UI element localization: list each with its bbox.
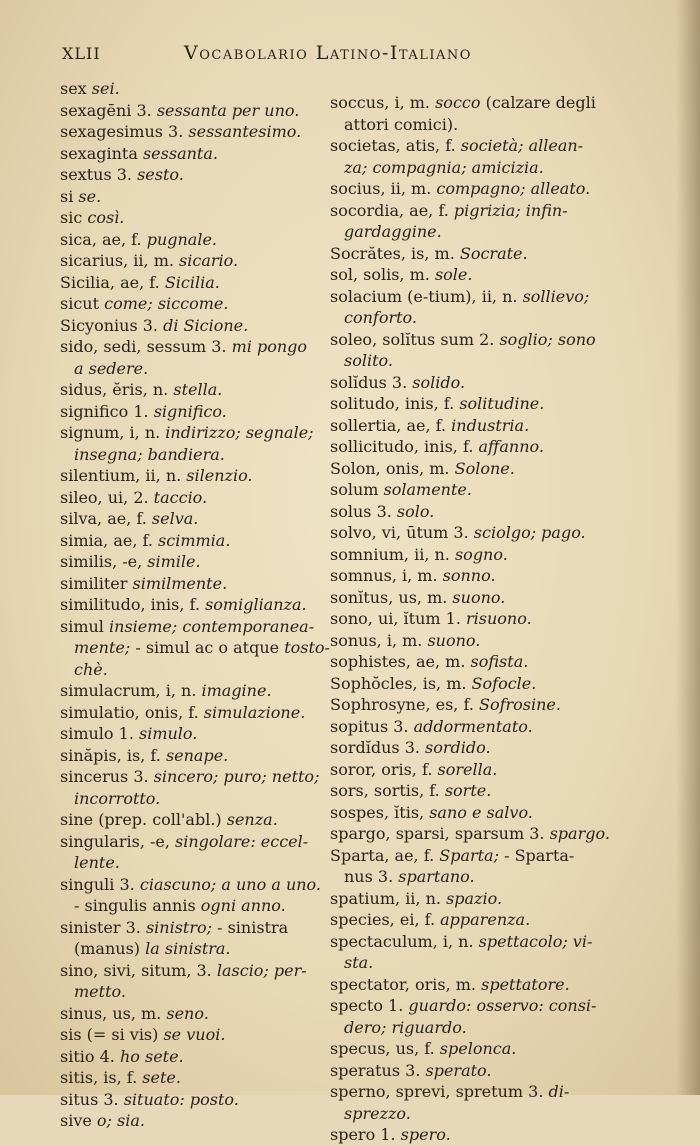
entry-translation: simulazione. bbox=[203, 702, 306, 722]
entry-headword: Sophrosyne, es, f. bbox=[330, 695, 479, 714]
entry-translation: apparenza. bbox=[440, 910, 531, 929]
entry-headword: - singulis annis bbox=[74, 896, 201, 915]
entry-translation: sole. bbox=[434, 265, 473, 284]
entry-headword: sors, sortis, f. bbox=[330, 781, 445, 800]
entry-headword: soleo, solĭtus sum 2. bbox=[330, 329, 500, 349]
entry-headword: socordia, ae, f. bbox=[330, 200, 454, 220]
entry-translation: sessanta. bbox=[142, 143, 218, 163]
entry-translation: significo. bbox=[153, 401, 227, 421]
entry-translation: conforto. bbox=[344, 308, 417, 327]
dictionary-entry bbox=[60, 680, 322, 702]
dictionary-entry bbox=[60, 229, 322, 251]
entry-headword: sol, solis, m. bbox=[330, 265, 435, 284]
dictionary-entry-continuation bbox=[330, 157, 626, 179]
entry-headword: simulo 1. bbox=[60, 724, 139, 743]
dictionary-entry bbox=[330, 329, 626, 351]
entry-headword: speratus 3. bbox=[330, 1060, 426, 1080]
entry-headword: soror, oris, f. bbox=[330, 759, 438, 779]
entry-translation: situato: posto. bbox=[123, 1089, 239, 1109]
entry-translation: sicario. bbox=[179, 251, 239, 270]
entry-translation: senza. bbox=[226, 810, 278, 829]
entry-headword: somnus, i, m. bbox=[330, 566, 443, 585]
entry-translation: così. bbox=[87, 208, 125, 227]
dictionary-entry bbox=[330, 264, 626, 286]
dictionary-entry-continuation bbox=[60, 981, 322, 1003]
dictionary-entry bbox=[330, 436, 626, 458]
entry-translation: sessanta per uno. bbox=[156, 100, 300, 120]
entry-translation: scimmia. bbox=[158, 530, 231, 550]
dictionary-entry bbox=[330, 673, 626, 695]
dictionary-entry bbox=[60, 422, 322, 444]
entry-translation: sincero; puro; netto; bbox=[153, 767, 320, 786]
entry-translation: se vuoi. bbox=[163, 1025, 226, 1044]
entry-headword: sordĭdus 3. bbox=[330, 738, 426, 757]
entry-headword: species, ei, f. bbox=[330, 910, 441, 929]
entry-headword: sollertia, ae, f. bbox=[330, 415, 452, 435]
dictionary-entry bbox=[330, 479, 626, 501]
entry-headword: solum bbox=[330, 480, 384, 499]
dictionary-entry bbox=[60, 809, 322, 831]
entry-translation: risuono. bbox=[466, 609, 532, 628]
entry-headword: sex bbox=[60, 79, 92, 98]
entry-translation: Sicilia. bbox=[164, 272, 220, 292]
dictionary-entry bbox=[330, 823, 626, 845]
dictionary-entry bbox=[60, 1046, 322, 1068]
dictionary-entry bbox=[60, 702, 322, 724]
entry-headword: sinăpis, is, f. bbox=[60, 745, 166, 765]
page-header bbox=[62, 40, 660, 70]
entry-headword: si bbox=[60, 186, 79, 206]
entry-headword: sinus, us, m. bbox=[60, 1003, 167, 1023]
dictionary-entry bbox=[330, 1060, 626, 1082]
entry-headword: Sophŏcles, is, m. bbox=[330, 673, 472, 693]
entry-translation: suono. bbox=[452, 587, 506, 607]
entry-headword: sexagesimus 3. bbox=[60, 122, 189, 141]
dictionary-entry bbox=[60, 551, 322, 573]
entry-headword: sino, sivi, situm, 3. bbox=[60, 960, 217, 980]
entry-headword: (calzare degli bbox=[480, 93, 596, 112]
entry-headword: sexagēni 3. bbox=[60, 100, 157, 120]
dictionary-entry-continuation bbox=[330, 1103, 626, 1125]
entry-translation: simulo. bbox=[139, 724, 198, 743]
entry-translation: Sofrosine. bbox=[479, 695, 561, 714]
entry-headword: sitis, is, f. bbox=[60, 1068, 143, 1087]
entry-headword: sidus, ĕris, n. bbox=[60, 380, 174, 399]
dictionary-entry bbox=[330, 92, 626, 114]
entry-translation: stella. bbox=[173, 380, 223, 399]
entry-translation: simile. bbox=[147, 552, 201, 571]
entry-headword: spatium, ii, n. bbox=[330, 888, 447, 908]
entry-headword: solvo, vi, ūtum 3. bbox=[330, 523, 474, 542]
entry-translation: sano e salvo. bbox=[429, 802, 533, 822]
entry-headword: Sicilia, ae, f. bbox=[60, 272, 165, 292]
entry-translation: senape. bbox=[165, 745, 229, 765]
page-number: XLII bbox=[62, 44, 101, 63]
entry-translation: di Sicione. bbox=[163, 315, 249, 335]
dictionary-entry bbox=[330, 372, 626, 394]
dictionary-entry bbox=[60, 164, 322, 186]
entry-headword: spectaculum, i, n. bbox=[330, 931, 479, 951]
dictionary-entry bbox=[60, 508, 322, 530]
dictionary-entry bbox=[60, 1089, 322, 1111]
dictionary-entry bbox=[60, 143, 322, 165]
dictionary-entry bbox=[330, 458, 626, 480]
dictionary-entry bbox=[60, 594, 322, 616]
dictionary-entry-continuation bbox=[60, 358, 322, 380]
dictionary-entry bbox=[60, 745, 322, 767]
entry-headword: sopitus 3. bbox=[330, 716, 414, 736]
entry-headword: simia, ae, f. bbox=[60, 530, 159, 550]
dictionary-entry bbox=[330, 178, 626, 200]
dictionary-entry-continuation bbox=[330, 350, 626, 372]
entry-headword: similitudo, inis, f. bbox=[60, 595, 206, 614]
entry-translation: za; compagnia; amicizia. bbox=[344, 157, 544, 177]
entry-headword: simul bbox=[60, 616, 110, 636]
entry-headword: spargo, sparsi, sparsum 3. bbox=[330, 824, 550, 843]
entry-translation: mente; bbox=[74, 638, 136, 657]
entry-translation: o; sia. bbox=[96, 1111, 145, 1130]
entry-headword: significo 1. bbox=[60, 401, 154, 421]
dictionary-entry bbox=[330, 393, 626, 415]
entry-translation: sprezzo. bbox=[344, 1103, 411, 1123]
entry-headword: sexaginta bbox=[60, 143, 143, 163]
entry-headword: sis (= si vis) bbox=[60, 1025, 164, 1044]
entry-translation: addormentato. bbox=[413, 716, 533, 736]
entry-translation: sonno. bbox=[442, 566, 496, 585]
page-edge-shadow bbox=[676, 0, 700, 1095]
left-column bbox=[60, 78, 330, 1132]
entry-translation: sollievo; bbox=[522, 286, 590, 306]
entry-translation: singolare: eccel- bbox=[175, 831, 309, 851]
entry-translation: spargo. bbox=[549, 824, 610, 843]
entry-headword: sive bbox=[60, 1111, 97, 1130]
entry-headword: silva, ae, f. bbox=[60, 509, 152, 528]
dictionary-entry bbox=[330, 630, 626, 652]
dictionary-entry bbox=[330, 737, 626, 759]
entry-translation: spazio. bbox=[446, 888, 503, 908]
entry-translation: soglio; sono bbox=[499, 329, 596, 349]
dictionary-entry bbox=[330, 974, 626, 996]
entry-translation: Sparta; bbox=[439, 845, 499, 865]
dictionary-entry bbox=[330, 845, 626, 867]
dictionary-entry bbox=[60, 1003, 322, 1025]
entry-translation: insieme; contemporanea- bbox=[109, 616, 315, 636]
entry-headword: simulatio, onis, f. bbox=[60, 702, 204, 722]
entry-headword: signum, i, n. bbox=[60, 423, 166, 442]
entry-headword: singularis, -e, bbox=[60, 831, 176, 851]
entry-translation: affanno. bbox=[478, 437, 544, 456]
dictionary-entry-continuation bbox=[330, 307, 626, 329]
entry-headword: solus 3. bbox=[330, 501, 397, 521]
entry-translation: indirizzo; segnale; bbox=[165, 423, 314, 442]
entry-headword: sica, ae, f. bbox=[60, 229, 147, 249]
entry-translation: ogni anno. bbox=[200, 896, 286, 915]
entry-headword: sido, sedi, sessum 3. bbox=[60, 337, 232, 356]
entry-translation: sorte. bbox=[444, 781, 492, 800]
entry-translation: sei. bbox=[91, 79, 120, 98]
dictionary-entry-continuation bbox=[60, 895, 322, 917]
dictionary-entry bbox=[330, 565, 626, 587]
dictionary-entry-continuation bbox=[60, 788, 322, 810]
entry-translation: taccio. bbox=[153, 487, 208, 507]
entry-translation: pigrizia; infin- bbox=[453, 200, 568, 220]
entry-headword: sicarius, ii, m. bbox=[60, 251, 180, 270]
entry-translation: solitudine. bbox=[459, 394, 545, 413]
entry-headword: singuli 3. bbox=[60, 874, 140, 894]
entry-headword: situs 3. bbox=[60, 1089, 124, 1109]
entry-translation: se. bbox=[78, 186, 102, 206]
entry-translation: a sedere. bbox=[74, 358, 149, 378]
entry-headword: sonus, i, m. bbox=[330, 630, 428, 650]
dictionary-entry bbox=[60, 379, 322, 401]
entry-translation: chè. bbox=[74, 659, 108, 679]
dictionary-entry bbox=[60, 186, 322, 208]
entry-translation: silenzio. bbox=[186, 466, 253, 485]
entry-translation: compagno; alleato. bbox=[436, 179, 591, 198]
dictionary-entry bbox=[330, 995, 626, 1017]
entry-translation: guardo: osservo: consi- bbox=[408, 996, 597, 1015]
dictionary-entry bbox=[60, 831, 322, 853]
dictionary-entry bbox=[330, 544, 626, 566]
entry-headword: sperno, sprevi, spretum 3. bbox=[330, 1082, 549, 1101]
entry-translation: imagine. bbox=[201, 681, 272, 700]
entry-headword: nus 3. bbox=[344, 867, 399, 886]
entry-translation: di- bbox=[548, 1082, 570, 1101]
entry-translation: solamente. bbox=[383, 480, 472, 499]
entry-translation: seno. bbox=[166, 1003, 209, 1023]
entry-translation: sordido. bbox=[425, 738, 491, 757]
entry-translation: metto. bbox=[74, 982, 126, 1001]
entry-translation: insegna; bandiera. bbox=[74, 444, 225, 464]
entry-headword: sileo, ui, 2. bbox=[60, 487, 154, 507]
entry-translation: sogno. bbox=[454, 544, 508, 564]
running-title: Vocabolario Latino-Italiano bbox=[184, 42, 472, 64]
dictionary-entry-continuation bbox=[60, 938, 322, 960]
entry-headword: simulacrum, i, n. bbox=[60, 681, 202, 700]
dictionary-entry bbox=[60, 465, 322, 487]
entry-translation: sciolgo; pago. bbox=[473, 523, 586, 542]
dictionary-entry bbox=[330, 1124, 626, 1146]
entry-headword: sitio 4. bbox=[60, 1046, 120, 1066]
dictionary-entry bbox=[60, 723, 322, 745]
entry-translation: spettatore. bbox=[481, 974, 570, 994]
entry-headword: sincerus 3. bbox=[60, 767, 154, 786]
entry-headword: soccus, i, m. bbox=[330, 93, 436, 112]
entry-headword: attori comici). bbox=[344, 114, 459, 134]
entry-headword: specto 1. bbox=[330, 996, 409, 1015]
dictionary-entry-continuation bbox=[330, 952, 626, 974]
dictionary-entry bbox=[330, 522, 626, 544]
dictionary-entry bbox=[60, 250, 322, 272]
dictionary-entry bbox=[330, 608, 626, 630]
dictionary-entry bbox=[60, 1110, 322, 1132]
dictionary-entry bbox=[60, 530, 322, 552]
entry-translation: industria. bbox=[451, 415, 530, 435]
dictionary-entry bbox=[330, 286, 626, 308]
entry-headword: sinister 3. bbox=[60, 917, 146, 937]
dictionary-entry bbox=[330, 716, 626, 738]
dictionary-entry bbox=[330, 587, 626, 609]
entry-translation: sete. bbox=[142, 1068, 181, 1087]
entry-headword: societas, atis, f. bbox=[330, 136, 461, 155]
dictionary-entry bbox=[330, 501, 626, 523]
dictionary-entry bbox=[60, 874, 322, 896]
entry-headword: solacium (e-tium), ii, n. bbox=[330, 286, 523, 306]
dictionary-entry bbox=[60, 766, 322, 788]
entry-headword: Solon, onis, m. bbox=[330, 458, 455, 478]
entry-translation: come; siccome. bbox=[104, 294, 229, 313]
entry-translation: tosto- bbox=[284, 638, 330, 657]
dictionary-entry bbox=[60, 121, 322, 143]
dictionary-entry bbox=[330, 135, 626, 157]
entry-headword: Sicyonius 3. bbox=[60, 315, 164, 335]
dictionary-entry bbox=[60, 272, 322, 294]
entry-headword: similiter bbox=[60, 573, 133, 593]
entry-translation: lente. bbox=[74, 853, 120, 872]
dictionary-entry bbox=[60, 336, 322, 358]
dictionary-entry bbox=[330, 931, 626, 953]
entry-headword: solitudo, inis, f. bbox=[330, 394, 460, 413]
entry-headword: sextus 3. bbox=[60, 165, 138, 184]
dictionary-entry-continuation bbox=[330, 114, 626, 136]
dictionary-entry bbox=[60, 960, 322, 982]
dictionary-entry bbox=[330, 415, 626, 437]
entry-translation: Socrate. bbox=[459, 243, 528, 263]
dictionary-entry-continuation bbox=[330, 1017, 626, 1039]
dictionary-entry bbox=[60, 78, 322, 100]
dictionary-entry bbox=[60, 917, 322, 939]
dictionary-entry bbox=[60, 1024, 322, 1046]
entry-translation: lascio; per- bbox=[216, 960, 307, 980]
entry-translation: la sinistra. bbox=[145, 939, 231, 958]
dictionary-entry-continuation bbox=[60, 637, 330, 659]
dictionary-entry bbox=[330, 759, 626, 781]
entry-translation: suono. bbox=[427, 630, 481, 650]
entry-headword: sine (prep. coll'abl.) bbox=[60, 810, 227, 829]
entry-headword: solĭdus 3. bbox=[330, 372, 413, 392]
entry-translation: Sofocle. bbox=[471, 673, 537, 693]
entry-translation: spettacolo; vi- bbox=[478, 931, 593, 951]
entry-headword: sollicitudo, inis, f. bbox=[330, 437, 479, 456]
entry-headword: sonĭtus, us, m. bbox=[330, 587, 453, 607]
dictionary-entry bbox=[330, 802, 626, 824]
dictionary-entry bbox=[60, 293, 322, 315]
entry-translation: sesto. bbox=[137, 165, 184, 184]
dictionary-entry-continuation bbox=[60, 852, 322, 874]
entry-translation: sperato. bbox=[425, 1060, 492, 1080]
dictionary-entry bbox=[60, 487, 322, 509]
entry-headword: - Sparta- bbox=[498, 845, 575, 865]
dictionary-entry-continuation bbox=[60, 659, 322, 681]
entry-translation: similmente. bbox=[132, 573, 228, 593]
dictionary-entry bbox=[60, 401, 322, 423]
dictionary-entry bbox=[60, 315, 322, 337]
dictionary-entry bbox=[330, 1038, 626, 1060]
entry-headword: (manus) bbox=[74, 939, 146, 958]
dictionary-entry bbox=[330, 694, 626, 716]
entry-translation: somiglianza. bbox=[205, 595, 307, 614]
entry-headword: sicut bbox=[60, 294, 105, 313]
entry-headword: - simul ac o atque bbox=[135, 638, 285, 657]
entry-headword: spectator, oris, m. bbox=[330, 974, 482, 994]
dictionary-entry bbox=[330, 909, 626, 931]
entry-translation: ho sete. bbox=[119, 1046, 184, 1066]
dictionary-entry bbox=[60, 573, 322, 595]
dictionary-entry bbox=[60, 100, 322, 122]
dictionary-entry-continuation bbox=[330, 221, 626, 243]
entry-translation: sofista. bbox=[470, 652, 529, 671]
dictionary-entry bbox=[330, 243, 626, 265]
entry-translation: spartano. bbox=[398, 867, 475, 886]
entry-translation: solito. bbox=[344, 351, 393, 370]
entry-translation: sorella. bbox=[437, 759, 498, 779]
dictionary-entry bbox=[60, 616, 322, 638]
entry-headword: Socrătes, is, m. bbox=[330, 243, 460, 263]
entry-translation: spero. bbox=[400, 1125, 451, 1144]
dictionary-entry bbox=[330, 200, 626, 222]
entry-headword: sono, ui, ĭtum 1. bbox=[330, 609, 467, 628]
entry-translation: incorrotto. bbox=[74, 788, 161, 808]
entry-translation: sessantesimo. bbox=[188, 122, 302, 141]
dictionary-entry bbox=[330, 651, 626, 673]
entry-headword: similis, -e, bbox=[60, 552, 148, 571]
dictionary-entry-continuation bbox=[330, 866, 626, 888]
entry-translation: solo. bbox=[396, 501, 435, 521]
entry-translation: Solone. bbox=[454, 458, 515, 478]
entry-headword: socius, ii, m. bbox=[330, 179, 437, 198]
entry-translation: ciascuno; a uno a uno. bbox=[139, 874, 321, 894]
entry-headword: Sparta, ae, f. bbox=[330, 845, 440, 865]
entry-translation: sinistro; bbox=[145, 917, 213, 937]
entry-translation: gardaggine. bbox=[344, 222, 442, 241]
entry-translation: dero; riguardo. bbox=[344, 1017, 467, 1037]
dictionary-entry bbox=[330, 888, 626, 910]
entry-translation: selva. bbox=[151, 509, 199, 528]
dictionary-entry bbox=[330, 1081, 626, 1103]
entry-translation: mi pongo bbox=[231, 337, 308, 356]
right-column bbox=[330, 92, 626, 1146]
entry-headword: sospes, ĭtis, bbox=[330, 802, 430, 822]
dictionary-entry bbox=[60, 207, 322, 229]
dictionary-entry-continuation bbox=[60, 444, 322, 466]
entry-headword: silentium, ii, n. bbox=[60, 466, 187, 485]
entry-headword: sic bbox=[60, 208, 88, 227]
entry-headword: sophistes, ae, m. bbox=[330, 652, 471, 671]
entry-translation: spelonca. bbox=[439, 1039, 517, 1058]
entry-translation: socco bbox=[435, 93, 481, 112]
dictionary-entry bbox=[330, 780, 626, 802]
entry-headword: somnium, ii, n. bbox=[330, 544, 455, 564]
dictionary-entry bbox=[60, 1067, 322, 1089]
entry-headword: spero 1. bbox=[330, 1125, 401, 1144]
entry-headword: - sinistra bbox=[212, 917, 289, 937]
entry-translation: pugnale. bbox=[146, 229, 218, 249]
entry-translation: società; allean- bbox=[460, 136, 584, 155]
entry-headword: specus, us, f. bbox=[330, 1039, 440, 1058]
entry-translation: sta. bbox=[344, 953, 374, 972]
entry-translation: solido. bbox=[412, 372, 466, 392]
